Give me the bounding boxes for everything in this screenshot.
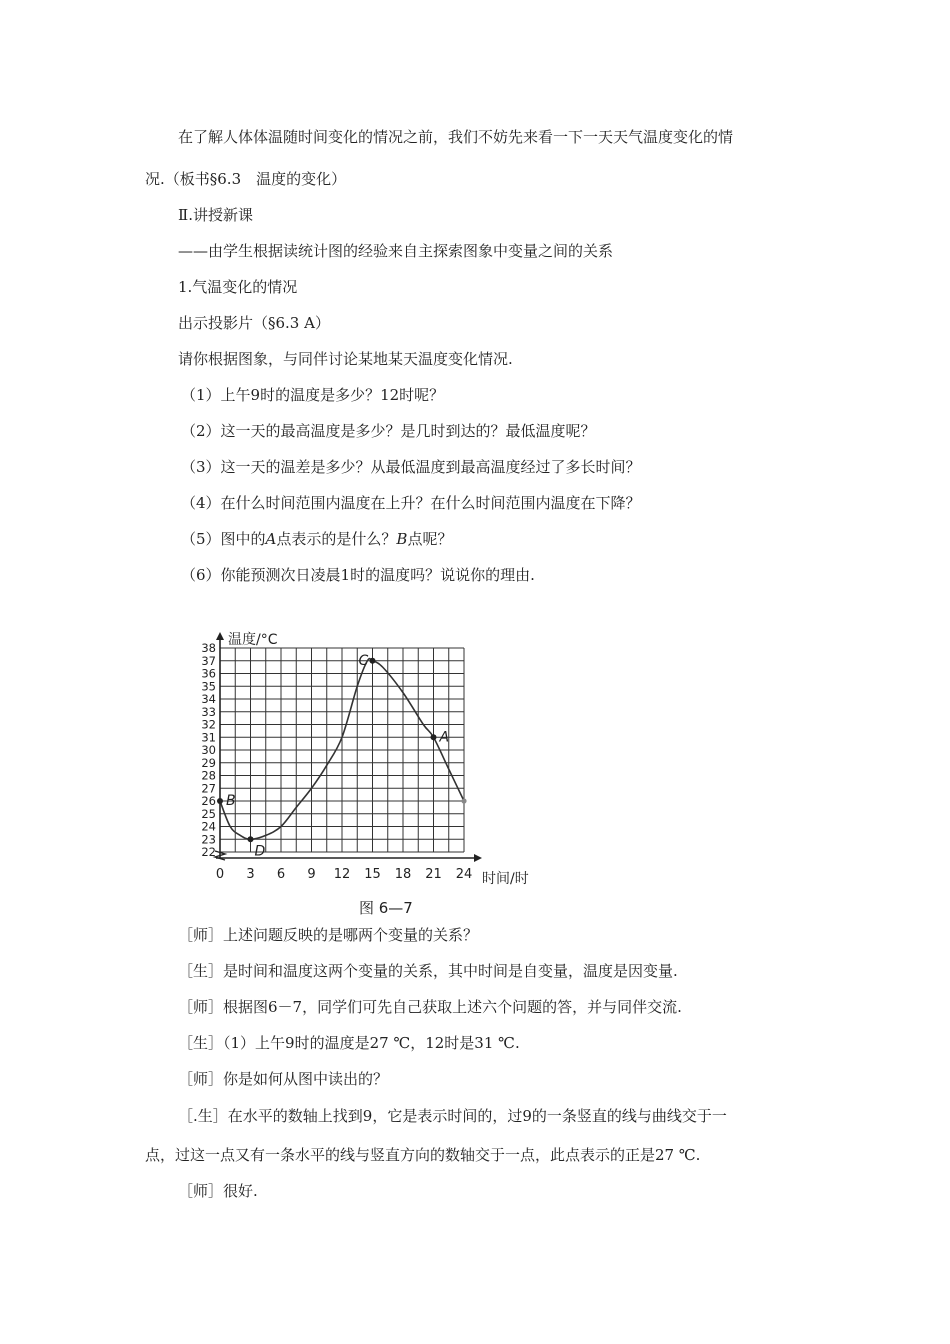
point-c-label: C (358, 652, 369, 669)
intro-line-1: 在了解人体体温随时间变化的情况之前，我们不妨先来看一下一天天气温度变化的情 (178, 128, 734, 146)
end-point-marker (461, 798, 466, 803)
x-tick-labels (216, 867, 472, 882)
question-1: （1）上午9时的温度是多少？12时呢？ (181, 386, 445, 404)
x-axis-arrow (474, 854, 482, 862)
x-axis-label: 时间/时 (482, 871, 529, 887)
y-tick-label: 31 (201, 730, 216, 745)
dialogue-5: ［师］你是如何从图中读出的？ (178, 1070, 389, 1088)
x-tick-label: 18 (394, 867, 412, 882)
y-tick-label: 27 (201, 781, 216, 796)
intro-line-2: 况.（板书§6.3 温度的变化） (145, 170, 347, 188)
point-c-marker (370, 658, 376, 664)
point-a-ref: A (265, 530, 277, 548)
question-5-part-1: （5）图中的 (181, 530, 266, 548)
chart-grid (220, 648, 464, 852)
y-axis-arrow (216, 632, 224, 640)
projection-note: 出示投影片（§6.3 A） (178, 314, 330, 332)
dialogue-3: ［师］根据图6－7，同学们可先自己获取上述六个问题的答，并与同伴交流. (178, 998, 682, 1016)
dialogue-7: ［师］很好. (178, 1182, 258, 1200)
chart-axes (215, 632, 482, 862)
dialogue-6-line-1: ［.生］在水平的数轴上找到9，它是表示时间的，过9的一条竖直的线与曲线交于一 (178, 1107, 727, 1125)
y-tick-label: 29 (201, 755, 216, 770)
item-1-heading: 1.气温变化的情况 (178, 278, 298, 296)
y-tick-labels (201, 641, 216, 859)
dialogue-4: ［生］（1）上午9时的温度是27 ℃，12时是31 ℃. (178, 1034, 520, 1052)
question-3: （3）这一天的温差是多少？从最低温度到最高温度经过了多长时间？ (181, 458, 641, 476)
x-tick-label: 0 (215, 867, 225, 882)
x-tick-label: 3 (246, 867, 255, 882)
question-5-part-2: 点表示的是什么？ (276, 530, 397, 548)
y-tick-label: 30 (201, 743, 216, 757)
x-tick-label: 24 (455, 867, 473, 882)
y-axis-label: 温度/°C (228, 632, 278, 648)
x-tick-label: 15 (364, 867, 381, 882)
question-2: （2）这一天的最高温度是多少？是几时到达的？最低温度呢？ (181, 422, 596, 440)
y-tick-label: 33 (201, 704, 216, 719)
section-heading: Ⅱ.讲授新课 (178, 206, 253, 224)
point-d-label: D (254, 843, 266, 860)
y-tick-label: 35 (201, 679, 216, 694)
y-tick-label: 37 (201, 653, 216, 668)
y-tick-label: 34 (201, 692, 216, 706)
x-tick-label: 21 (425, 867, 442, 882)
y-tick-label: 23 (201, 832, 216, 847)
y-tick-label: 26 (201, 794, 216, 808)
dialogue-2: ［生］是时间和温度这两个变量的关系，其中时间是自变量，温度是因变量. (178, 962, 678, 980)
temperature-chart (192, 628, 552, 898)
y-tick-label: 28 (201, 768, 216, 783)
y-tick-label: 36 (201, 666, 216, 681)
dialogue-1: ［师］上述问题反映的是哪两个变量的关系？ (178, 926, 479, 944)
dialogue-6-line-2: 点，过这一点又有一条水平的线与竖直方向的数轴交于一点，此点表示的正是27 ℃. (145, 1146, 701, 1164)
figure-caption: 图 6—7 (359, 899, 413, 917)
question-6: （6）你能预测次日凌晨1时的温度吗？说说你的理由. (181, 566, 535, 584)
y-tick-label: 25 (201, 806, 216, 821)
y-tick-label: 32 (201, 717, 216, 732)
y-tick-label: 24 (201, 819, 216, 834)
x-tick-label: 9 (307, 867, 316, 882)
y-tick-label: 38 (201, 641, 216, 655)
y-tick-label: 22 (201, 845, 216, 859)
point-d-marker (248, 836, 254, 842)
question-4: （4）在什么时间范围内温度在上升？在什么时间范围内温度在下降？ (181, 494, 641, 512)
section-subtitle: ——由学生根据读统计图的经验来自主探索图象中变量之间的关系 (178, 242, 614, 260)
x-tick-label: 6 (276, 867, 286, 882)
question-5-part-3: 点呢？ (407, 530, 453, 548)
discussion-prompt: 请你根据图象，与同伴讨论某地某天温度变化情况. (178, 350, 513, 368)
point-a-marker (431, 734, 437, 740)
point-a-label: A (439, 729, 450, 746)
point-b-marker (217, 798, 223, 804)
question-5 (181, 529, 452, 549)
point-b-label: B (226, 793, 236, 809)
x-tick-label: 12 (333, 867, 351, 882)
point-b-ref: B (396, 530, 408, 548)
